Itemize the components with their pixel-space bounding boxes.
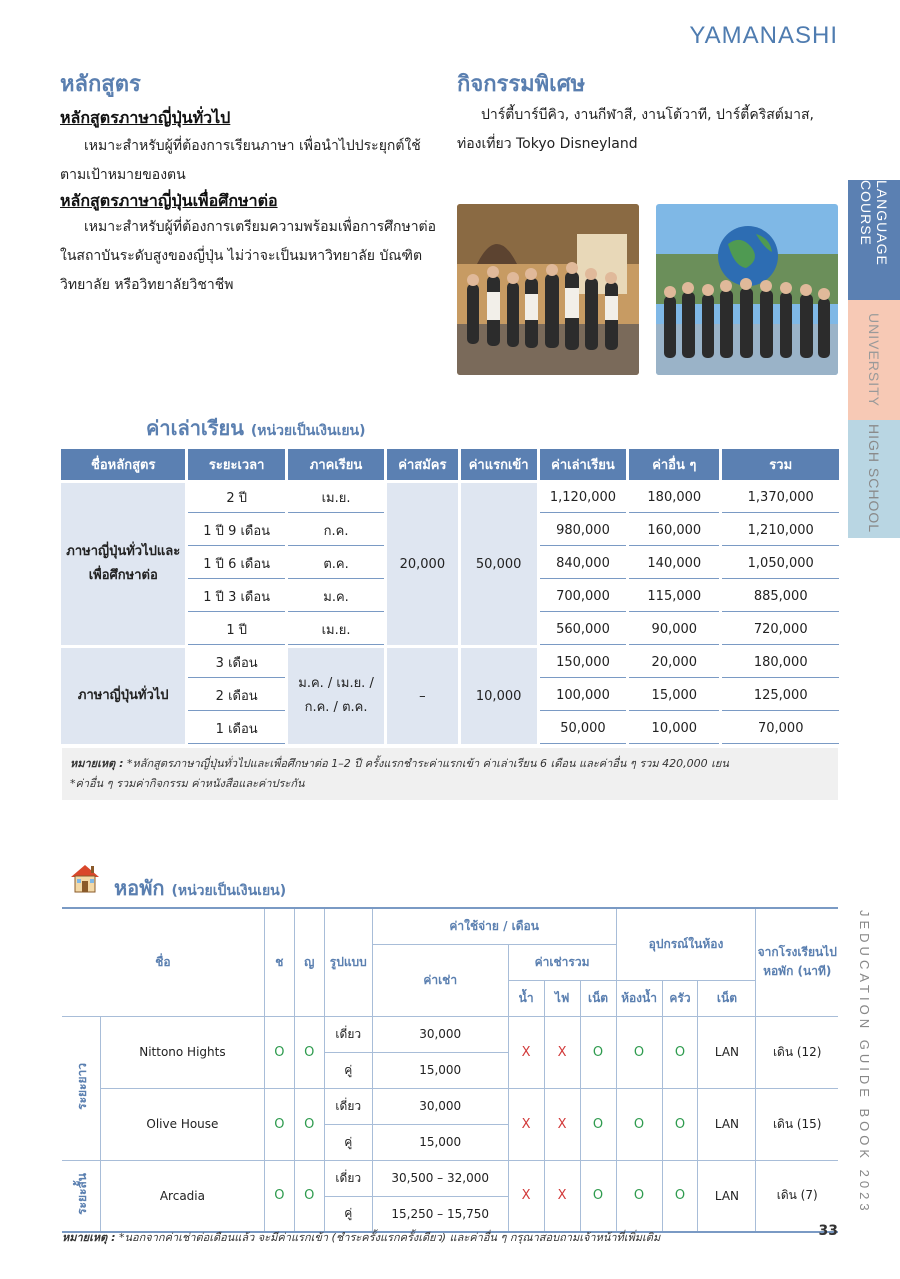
dorm-header-row: [62, 908, 838, 944]
fees-row: [61, 648, 839, 678]
dorm-type-single: เดี่ยว: [324, 1088, 372, 1124]
tab-high-school[interactable]: [848, 420, 900, 538]
fees-header-admission: ค่าแรกเข้า: [461, 449, 537, 480]
fees-other: 20,000: [629, 648, 719, 678]
dorm-row: [62, 1016, 838, 1052]
dorm-internet: LAN: [698, 1016, 756, 1088]
dorm-header-male: ช: [264, 908, 294, 1016]
dorm-header-cost-month: ค่าใช้จ่าย / เดือน: [372, 908, 616, 944]
fees-row: [61, 483, 839, 513]
fees-note-line1: *หลักสูตรภาษาญี่ปุ่นทั่วไปและเพื่อศึกษาต่อ 1–2 ปี ครั้งแรกชำระค่าแรกเข้า ค่าเล่าเรียน 6 เดือน และค่าอื่น ๆ รวม 420,000 เยน: [127, 757, 729, 770]
dorm-electric-included: X: [544, 1160, 580, 1232]
dorm-electric-included: X: [544, 1016, 580, 1088]
fees-total: 70,000: [722, 714, 839, 744]
dorm-note-label: หมายเหตุ :: [62, 1231, 116, 1244]
tab-language-course-label: LANGUAGE COURSE: [858, 180, 890, 266]
dorm-bathroom: O: [616, 1088, 662, 1160]
dorm-title: [114, 872, 286, 904]
dorm-header-water: น้ำ: [508, 980, 544, 1016]
fees-tuition: 1,120,000: [540, 483, 626, 513]
fees-group2-admission: 10,000: [461, 648, 537, 744]
fees-header-row: [61, 449, 839, 480]
region-title: YAMANASHI: [689, 22, 838, 49]
fees-header-application: ค่าสมัคร: [387, 449, 457, 480]
dorm-header-kitchen: ครัว: [662, 980, 698, 1016]
fees-tuition: 980,000: [540, 516, 626, 546]
dorm-category-short: [62, 1160, 101, 1232]
fees-total: 1,370,000: [722, 483, 839, 513]
dorm-category-short-label: ระยะสั้น: [74, 1173, 89, 1216]
dorm-category-long-label: ระยะยาว: [74, 1063, 89, 1110]
dorm-type-double: คู่: [324, 1124, 372, 1160]
fees-tuition: 560,000: [540, 615, 626, 645]
dorm-net-included: O: [580, 1016, 616, 1088]
fees-header-tuition: ค่าเล่าเรียน: [540, 449, 626, 480]
dorm-header-electric: ไฟ: [544, 980, 580, 1016]
tab-high-school-label: HIGH SCHOOL: [866, 424, 882, 534]
tab-university[interactable]: [848, 300, 900, 420]
fees-other: 15,000: [629, 681, 719, 711]
dorm-male-available: O: [264, 1088, 294, 1160]
general-course-text: เหมาะสำหรับผู้ที่ต้องการเรียนภาษา เพื่อนำไปประยุกต์ใช้ตามเป้าหมายของตน: [60, 138, 421, 183]
dorm-note-text: *นอกจากค่าเช่าต่อเดือนแล้ว จะมีค่าแรกเข้า (ชำระครั้งแรกครั้งเดียว) และค่าอื่น ๆ กรุณาสอบถามเจ้าหน้าที่เพิ่มเติม: [119, 1231, 661, 1244]
dorm-header-bathroom: ห้องน้ำ: [616, 980, 662, 1016]
fees-group2-application: –: [387, 648, 457, 744]
further-course-title: หลักสูตรภาษาญี่ปุ่นเพื่อศึกษาต่อ: [60, 191, 278, 210]
dorm-net-included: O: [580, 1088, 616, 1160]
fees-duration: 2 เดือน: [188, 681, 284, 711]
dorm-kitchen: O: [662, 1160, 698, 1232]
fees-term: ม.ค.: [288, 582, 384, 612]
fees-duration: 1 เดือน: [188, 714, 284, 744]
dorm-table: [62, 907, 838, 1233]
dorm-walk-time: เดิน (12): [756, 1016, 838, 1088]
dorm-header-net: เน็ต: [580, 980, 616, 1016]
fees-title: [146, 412, 366, 444]
dorm-type-single: เดี่ยว: [324, 1016, 372, 1052]
dorm-type-double: คู่: [324, 1196, 372, 1232]
dorm-name: Arcadia: [101, 1160, 265, 1232]
fees-duration: 1 ปี 6 เดือน: [188, 549, 284, 579]
dorm-rent-single: 30,000: [372, 1088, 508, 1124]
dorm-electric-included: X: [544, 1088, 580, 1160]
house-icon: [68, 862, 102, 894]
fees-note: [62, 748, 838, 800]
dorm-type-single: เดี่ยว: [324, 1160, 372, 1196]
dorm-internet: LAN: [698, 1160, 756, 1232]
dorm-header-net2: เน็ต: [698, 980, 756, 1016]
dorm-bathroom: O: [616, 1160, 662, 1232]
dorm-female-available: O: [294, 1016, 324, 1088]
fees-header-duration: ระยะเวลา: [188, 449, 284, 480]
dorm-female-available: O: [294, 1088, 324, 1160]
dorm-header-name: ชื่อ: [62, 908, 264, 1016]
fees-other: 10,000: [629, 714, 719, 744]
fees-header-course: ชื่อหลักสูตร: [61, 449, 185, 480]
fees-total: 125,000: [722, 681, 839, 711]
fees-other: 180,000: [629, 483, 719, 513]
fees-note-line2: *ค่าอื่น ๆ รวมค่ากิจกรรม ค่าหนังสือและค่าประกัน: [70, 777, 305, 790]
dorm-male-available: O: [264, 1160, 294, 1232]
dorm-rent-double: 15,000: [372, 1124, 508, 1160]
fees-other: 140,000: [629, 549, 719, 579]
dorm-rent-double: 15,250 – 15,750: [372, 1196, 508, 1232]
fees-group2-name: ภาษาญี่ปุ่นทั่วไป: [61, 648, 185, 744]
fees-header-total: รวม: [722, 449, 839, 480]
globe-group-photo: [656, 204, 838, 375]
fees-term: ต.ค.: [288, 549, 384, 579]
fees-total: 1,050,000: [722, 549, 839, 579]
dorm-row: [62, 1088, 838, 1124]
fees-other: 160,000: [629, 516, 719, 546]
guide-book-label: JEDUCATION GUIDE BOOK 2023: [857, 910, 872, 1215]
dorm-header-included: ค่าเช่ารวม: [508, 944, 616, 980]
fees-duration: 1 ปี: [188, 615, 284, 645]
fees-duration: 1 ปี 3 เดือน: [188, 582, 284, 612]
dorm-male-available: O: [264, 1016, 294, 1088]
fees-total: 1,210,000: [722, 516, 839, 546]
fees-other: 115,000: [629, 582, 719, 612]
fees-tuition: 840,000: [540, 549, 626, 579]
fees-group1-admission: 50,000: [461, 483, 537, 645]
fees-total: 180,000: [722, 648, 839, 678]
dorm-header-type: รูปแบบ: [324, 908, 372, 1016]
dorm-bathroom: O: [616, 1016, 662, 1088]
fees-note-label: หมายเหตุ :: [70, 757, 124, 770]
dorm-internet: LAN: [698, 1088, 756, 1160]
dorm-rent-double: 15,000: [372, 1052, 508, 1088]
fees-title-text: ค่าเล่าเรียน: [146, 416, 244, 440]
general-course-title: หลักสูตรภาษาญี่ปุ่นทั่วไป: [60, 108, 231, 127]
fees-duration: 3 เดือน: [188, 648, 284, 678]
dorm-header-equipment: อุปกรณ์ในห้อง: [616, 908, 756, 980]
fees-group1-application: 20,000: [387, 483, 457, 645]
tab-university-label: UNIVERSITY: [866, 312, 882, 407]
fees-duration: 1 ปี 9 เดือน: [188, 516, 284, 546]
fees-total: 720,000: [722, 615, 839, 645]
dorm-water-included: X: [508, 1160, 544, 1232]
further-course-text: เหมาะสำหรับผู้ที่ต้องการเตรียมความพร้อมเพื่อการศึกษาต่อในสถาบันระดับสูงของญี่ปุ่น ไม่ว่าจะเป็นมหาวิทยาลัย บัณฑิตวิทยาลัย หรือวิทยาลัยวิชาชีพ: [60, 219, 437, 293]
dorm-title-text: หอพัก: [114, 876, 165, 900]
fees-duration: 2 ปี: [188, 483, 284, 513]
dorm-unit: (หน่วยเป็นเงินเยน): [171, 883, 287, 899]
fees-unit: (หน่วยเป็นเงินเยน): [250, 423, 366, 439]
dorm-header-rent: ค่าเช่า: [372, 944, 508, 1016]
fees-term: ก.ค.: [288, 516, 384, 546]
fees-other: 90,000: [629, 615, 719, 645]
students-group-photo: [457, 204, 639, 375]
page-number: 33: [818, 1223, 838, 1239]
dorm-note: [62, 1228, 660, 1246]
activities-title: กิจกรรมพิเศษ: [457, 72, 586, 97]
fees-header-other: ค่าอื่น ๆ: [629, 449, 719, 480]
dorm-water-included: X: [508, 1016, 544, 1088]
dorm-net-included: O: [580, 1160, 616, 1232]
dorm-row: [62, 1160, 838, 1196]
courses-title: หลักสูตร: [60, 72, 141, 97]
dorm-kitchen: O: [662, 1016, 698, 1088]
fees-group2-term: ม.ค. / เม.ย. / ก.ค. / ต.ค.: [288, 648, 384, 744]
tab-language-course[interactable]: [848, 180, 900, 300]
fees-tuition: 700,000: [540, 582, 626, 612]
fees-group1-name: ภาษาญี่ปุ่นทั่วไปและเพื่อศึกษาต่อ: [61, 483, 185, 645]
fees-tuition: 100,000: [540, 681, 626, 711]
dorm-type-double: คู่: [324, 1052, 372, 1088]
dorm-rent-single: 30,000: [372, 1016, 508, 1052]
dorm-kitchen: O: [662, 1088, 698, 1160]
dorm-name: Nittono Hights: [101, 1016, 265, 1088]
dorm-walk-time: เดิน (7): [756, 1160, 838, 1232]
dorm-rent-single: 30,500 – 32,000: [372, 1160, 508, 1196]
dorm-category-long: [62, 1016, 101, 1160]
dorm-water-included: X: [508, 1088, 544, 1160]
dorm-name: Olive House: [101, 1088, 265, 1160]
fees-table: [58, 446, 842, 747]
dorm-female-available: O: [294, 1160, 324, 1232]
dorm-header-female: ญ: [294, 908, 324, 1016]
fees-header-term: ภาคเรียน: [288, 449, 384, 480]
fees-term: เม.ย.: [288, 615, 384, 645]
fees-tuition: 50,000: [540, 714, 626, 744]
fees-tuition: 150,000: [540, 648, 626, 678]
fees-total: 885,000: [722, 582, 839, 612]
fees-term: เม.ย.: [288, 483, 384, 513]
activities-text: ปาร์ตี้บาร์บีคิว, งานกีฬาสี, งานโต้วาที, ปาร์ตี้คริสต์มาส, ท่องเที่ยว Tokyo Disneyland: [457, 107, 814, 152]
dorm-header-distance: จากโรงเรียนไปหอพัก (นาที): [756, 908, 838, 1016]
dorm-walk-time: เดิน (15): [756, 1088, 838, 1160]
